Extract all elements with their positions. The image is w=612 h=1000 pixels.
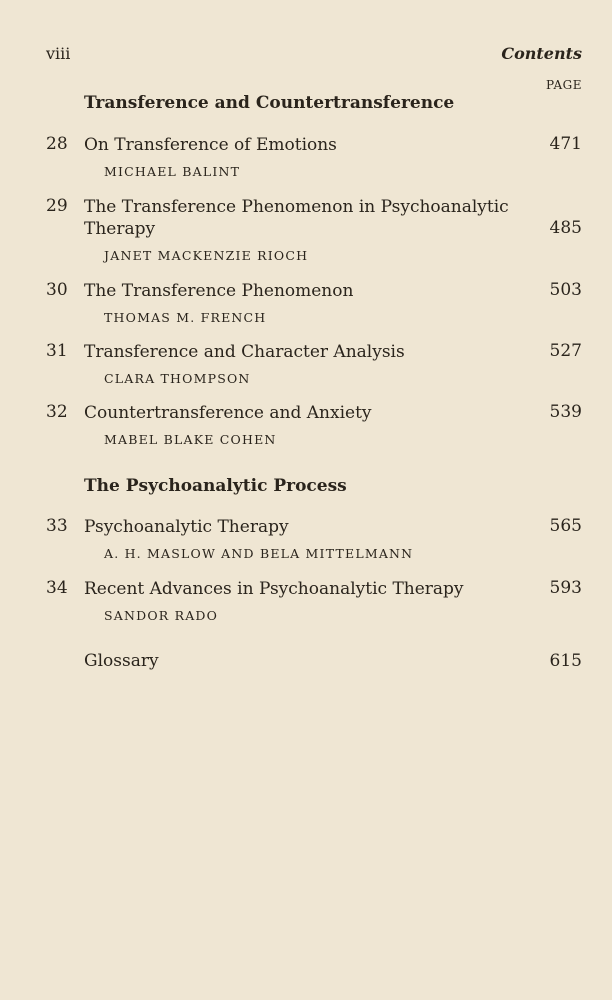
entry-page: 503 — [549, 280, 582, 300]
entry-title: The Transference Phenomenon in Psychoanalytic — [84, 197, 509, 217]
entry-number: 32 — [46, 402, 68, 422]
entry-title-continued: Therapy — [84, 219, 156, 239]
entry-number: 30 — [46, 280, 68, 300]
entry-author: CLARA THOMPSON — [104, 371, 251, 386]
entry-author: SANDOR RADO — [104, 608, 219, 623]
entry-title: The Transference Phenomenon — [84, 281, 354, 301]
section-heading-psychoanalytic-process: The Psychoanalytic Process — [84, 476, 347, 496]
glossary-page: 615 — [549, 651, 582, 671]
entry-page: 593 — [549, 578, 582, 598]
entry-author: JANET MACKENZIE RIOCH — [104, 248, 309, 263]
entry-number: 33 — [46, 516, 68, 536]
entry-title: Transference and Character Analysis — [84, 342, 405, 362]
entry-page: 471 — [549, 134, 582, 154]
entry-author: A. H. MASLOW AND BELA MITTELMANN — [104, 546, 414, 561]
entry-number: 31 — [46, 341, 68, 361]
entry-page: 485 — [549, 218, 582, 238]
entry-author: THOMAS M. FRENCH — [104, 310, 267, 325]
entry-title: Recent Advances in Psychoanalytic Therapy — [84, 579, 464, 599]
glossary-label: Glossary — [84, 651, 159, 671]
section-heading-transference: Transference and Countertransference — [84, 93, 455, 113]
entry-title: On Transference of Emotions — [84, 135, 337, 155]
running-title: Contents — [501, 44, 582, 63]
entry-title: Countertransference and Anxiety — [84, 403, 372, 423]
entry-author: MICHAEL BALINT — [104, 164, 241, 179]
entry-number: 29 — [46, 196, 68, 216]
entry-number: 34 — [46, 578, 68, 598]
entry-page: 565 — [549, 516, 582, 536]
entry-page: 539 — [549, 402, 582, 422]
entry-number: 28 — [46, 134, 68, 154]
entry-page: 527 — [549, 341, 582, 361]
page-number: viii — [46, 44, 71, 63]
page-column-label: PAGE — [546, 78, 582, 92]
entry-title: Psychoanalytic Therapy — [84, 517, 289, 537]
entry-author: MABEL BLAKE COHEN — [104, 432, 277, 447]
